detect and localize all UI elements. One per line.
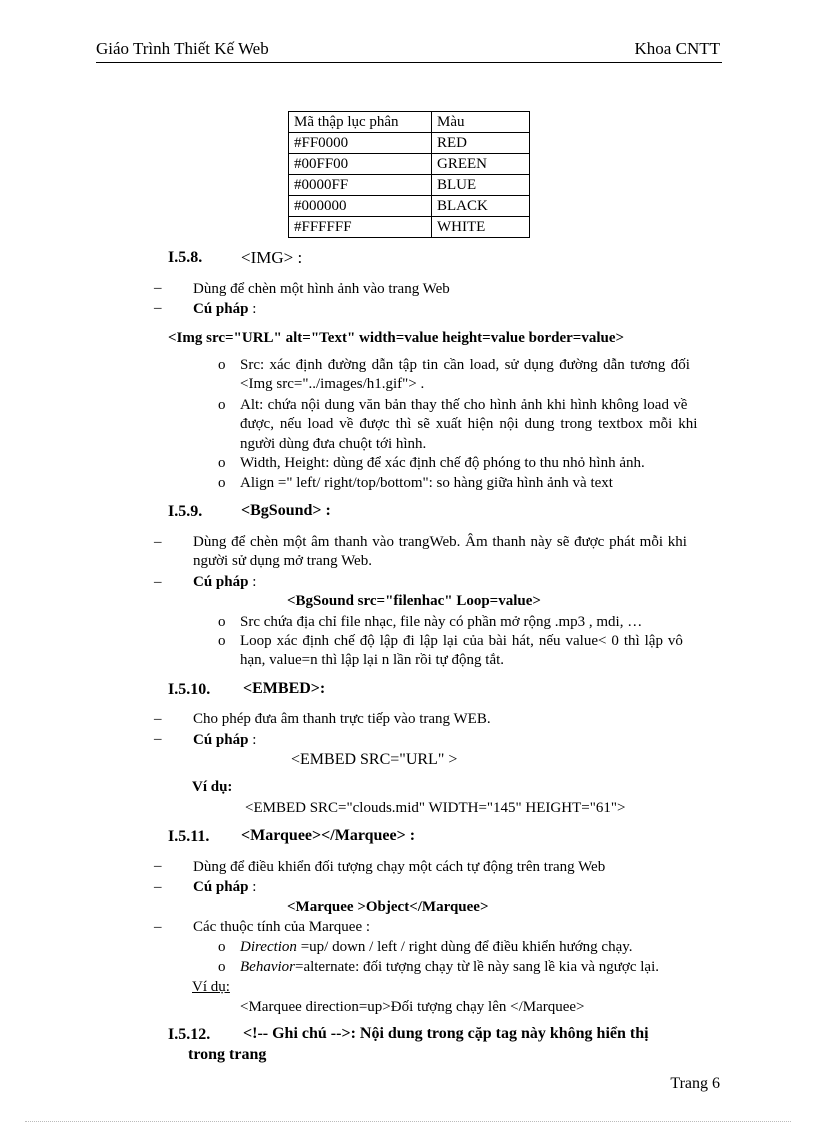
sub-item-text: Alt: chứa nội dung văn bản thay thế cho hình ảnh khi hình không load về (240, 397, 688, 413)
syntax-label-colon: : (248, 732, 257, 748)
table-row (289, 175, 530, 196)
circle-bullet: o (218, 959, 226, 975)
syntax-label-colon: : (248, 879, 257, 895)
table-cell: RED (432, 133, 530, 154)
syntax-label-colon: : (248, 301, 257, 317)
sub-item-text: hạn, value=n thì lập lại n lần rồi tự động tắt. (240, 652, 505, 668)
dash-bullet: – (154, 300, 162, 316)
syntax-label: Cú pháp (193, 301, 249, 317)
section-number: I.5.9. (168, 503, 203, 520)
table-cell: BLUE (432, 175, 530, 196)
circle-bullet: o (218, 475, 226, 491)
bullet-text: Dùng để chèn một âm thanh vào trangWeb. Âm thanh này sẽ được phát mỗi khi (193, 534, 687, 550)
dash-bullet: – (154, 574, 162, 590)
dash-bullet: – (154, 858, 162, 874)
bullet-text: Dùng để điều khiển đối tượng chạy một cách tự động trên trang Web (193, 859, 606, 875)
attribute-description: =up/ down / left / right dùng để điều khiển hướng chạy. (296, 939, 633, 955)
syntax-line: <EMBED SRC="URL" > (291, 751, 458, 768)
bullet-text: người sử dụng mở trang Web. (193, 553, 372, 569)
dash-bullet: – (154, 879, 162, 895)
table-cell: #0000FF (289, 175, 432, 196)
sub-item-text: Src chứa địa chỉ file nhạc, file này có phần mở rộng .mp3 , mdi, … (240, 614, 643, 630)
table-row (289, 217, 530, 238)
example-label: Ví dụ: (192, 779, 233, 795)
section-number: I.5.10. (168, 681, 211, 698)
sub-item-text: Loop xác định chế độ lập đi lập lại của bài hát, nếu value< 0 thì lập vô (240, 633, 683, 649)
circle-bullet: o (218, 357, 226, 373)
section-title: <!-- Ghi chú -->: Nội dung trong cặp tag này không hiển thị (243, 1025, 649, 1042)
sub-item-text: Align =" left/ right/top/bottom": so hàng giữa hình ảnh và text (240, 475, 613, 491)
attribute-description: =alternate: đối tượng chạy từ lề này sang lề kia và ngược lại. (294, 959, 659, 975)
sub-item-text: <Img src="../images/h1.gif"> . (240, 376, 425, 392)
sub-item-text: người dùng đưa chuột tới hình. (240, 436, 427, 452)
table-cell: BLACK (432, 196, 530, 217)
section-title-continued: trong trang (188, 1046, 267, 1063)
bullet-text (193, 574, 256, 591)
circle-bullet: o (218, 633, 226, 649)
syntax-label-colon: : (248, 574, 257, 590)
bullet-text: Cho phép đưa âm thanh trực tiếp vào trang WEB. (193, 711, 491, 727)
bullet-text (193, 732, 256, 749)
table-header-row (289, 112, 530, 133)
header-department: Khoa CNTT (634, 39, 720, 58)
section-number: I.5.8. (168, 249, 203, 266)
dash-bullet: – (154, 534, 162, 550)
sub-item-text: Width, Height: dùng để xác định chế độ phóng to thu nhỏ hình ảnh. (240, 455, 645, 471)
dash-bullet: – (154, 731, 162, 747)
syntax-line: <Marquee >Object</Marquee> (287, 899, 489, 915)
bullet-text: Dùng để chèn một hình ảnh vào trang Web (193, 281, 450, 297)
dash-bullet: – (154, 711, 162, 727)
syntax-label: Cú pháp (193, 732, 249, 748)
table-header-cell: Mã thập lục phân (289, 112, 432, 133)
bullet-text (193, 879, 256, 896)
section-title: <IMG> : (241, 248, 303, 267)
dash-bullet: – (154, 280, 162, 296)
syntax-line: <BgSound src="filenhac" Loop=value> (287, 593, 541, 609)
circle-bullet: o (218, 397, 226, 413)
sub-item-text: Src: xác định đường dẫn tập tin cần load, sử dụng đường dẫn tương đối (240, 357, 690, 373)
table-cell: GREEN (432, 154, 530, 175)
bullet-text: Các thuộc tính của Marquee : (193, 919, 371, 935)
section-title: <Marquee></Marquee> : (241, 827, 416, 844)
table-cell: #FF0000 (289, 133, 432, 154)
section-title: <EMBED>: (243, 680, 326, 697)
table-header-cell: Màu (432, 112, 530, 133)
example-code: <Marquee direction=up>Đối tượng chạy lên </Marquee> (240, 999, 585, 1015)
sub-item-text: được, nếu load về được thì sẽ xuất hiện nội dung trong textbox mỗi khi (240, 416, 698, 432)
syntax-line: <Img src="URL" alt="Text" width=value height=value border=value> (168, 330, 625, 346)
table-cell: #FFFFFF (289, 217, 432, 238)
table-row (289, 196, 530, 217)
section-number: I.5.12. (168, 1026, 211, 1043)
footer-rule (25, 1121, 791, 1122)
table-cell: #000000 (289, 196, 432, 217)
syntax-label: Cú pháp (193, 574, 249, 590)
table-row (289, 133, 530, 154)
bullet-text (193, 301, 256, 318)
dash-bullet: – (154, 919, 162, 935)
sub-item-text (240, 939, 633, 956)
header-rule (96, 62, 722, 63)
circle-bullet: o (218, 939, 226, 955)
header-title: Giáo Trình Thiết Kế Web (96, 39, 269, 58)
attribute-name: Behavior (240, 959, 295, 975)
table-cell: WHITE (432, 217, 530, 238)
table-cell: #00FF00 (289, 154, 432, 175)
page-number: Trang 6 (670, 1075, 720, 1092)
table-row (289, 154, 530, 175)
syntax-label: Cú pháp (193, 879, 249, 895)
example-label: Ví dụ: (192, 979, 230, 995)
example-code: <EMBED SRC="clouds.mid" WIDTH="145" HEIGHT="61"> (245, 800, 626, 816)
circle-bullet: o (218, 614, 226, 630)
sub-item-text (240, 959, 659, 976)
section-title: <BgSound> : (241, 502, 331, 519)
attribute-name: Direction (240, 939, 297, 955)
section-number: I.5.11. (168, 828, 210, 845)
color-table (288, 111, 530, 238)
circle-bullet: o (218, 455, 226, 471)
